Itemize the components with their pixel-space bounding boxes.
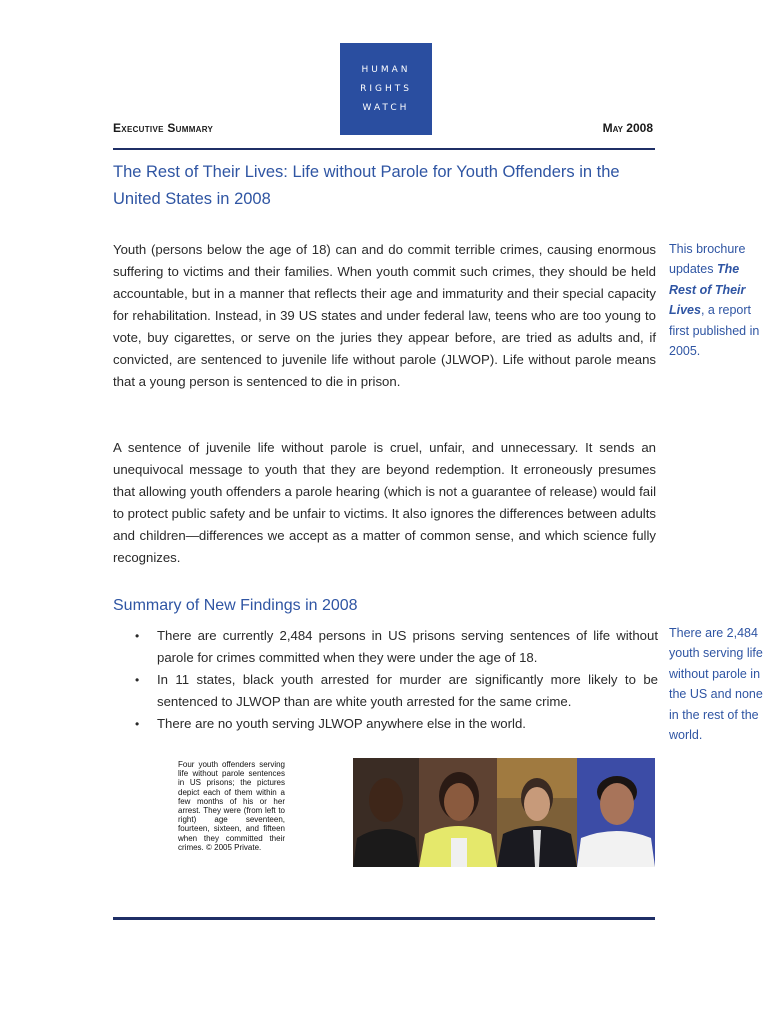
aside-text: , a report first published in 2005.: [669, 303, 760, 359]
bullet-icon: •: [135, 673, 140, 687]
logo-line-2: RIGHTS: [360, 83, 412, 94]
header-rule: [113, 148, 655, 150]
findings-list: [113, 625, 658, 735]
logo-line-1: HUMAN: [361, 64, 411, 75]
second-paragraph: A sentence of juvenile life without parole is cruel, unfair, and unnecessary. It sends an unequivocal message to youth that they are beyond redemption. It erroneously presumes that allowing youth offenders a parole hearing (which is not a guarantee of release) would fail to protect public safety and be unfair to victims. It also ignores the differences between adults and children—differences we accept as a matter of common sense, and which science fully recognizes.: [113, 440, 656, 565]
bullet-icon: •: [135, 717, 140, 731]
photo-youth-2: [419, 758, 497, 867]
sidebar-note-brochure: [669, 239, 767, 361]
section-label: Executive Summary: [113, 121, 214, 135]
logo-line-3: WATCH: [362, 102, 410, 113]
finding-text: There are currently 2,484 persons in US prisons serving sentences of life without parole for crimes committed when they were under the age of 18.: [157, 628, 658, 665]
photo-youth-3: [497, 758, 577, 867]
date-label: May 2008: [602, 121, 653, 135]
photo-caption: Four youth offenders serving life without parole sentences in US prisons; the pictures depict each of them within a few months of his or her arrest. They were (from left to right) age seventeen, fourteen, sixteen, and fifteen when they committed their crimes. © 2005 Private.: [178, 760, 285, 852]
footer-rule: [113, 917, 655, 920]
human-rights-watch-logo: [340, 43, 432, 135]
finding-text: There are no youth serving JLWOP anywhere else in the world.: [157, 716, 526, 731]
photo-youth-1: [353, 758, 419, 867]
bullet-icon: •: [135, 629, 140, 643]
findings-heading: Summary of New Findings in 2008: [113, 597, 358, 614]
sidebar-note-statistic: There are 2,484 youth serving life without parole in the US and none in the rest of the world.: [669, 626, 763, 743]
list-item: [113, 713, 658, 735]
aside-text: This brochure updates: [669, 242, 746, 277]
page-title: The Rest of Their Lives: Life without Parole for Youth Offenders in the United States in 2008: [113, 163, 620, 208]
finding-text: In 11 states, black youth arrested for murder are significantly more likely to be sentenced to JLWOP than are white youth arrested for the same crime.: [157, 672, 658, 709]
photo-youth-4: [577, 758, 655, 867]
report-title-emphasis: The Rest of Their Lives: [669, 262, 746, 318]
photo-strip: [353, 758, 655, 867]
list-item: [113, 669, 658, 713]
list-item: [113, 625, 658, 669]
intro-paragraph: Youth (persons below the age of 18) can and do commit terrible crimes, causing enormous suffering to victims and their families. When youth commit such crimes, they should be held accountable, but in a manner that reflects their age and immaturity and their special capacity for rehabilitation. Instead, in 39 US states and under federal law, teens who are too young to vote, buy cigarettes, or serve on the juries they appear before, are tried as adults and, if convicted, are sentenced to juvenile life without parole (JLWOP). Life without parole means that a young person is sentenced to die in prison.: [113, 242, 656, 389]
